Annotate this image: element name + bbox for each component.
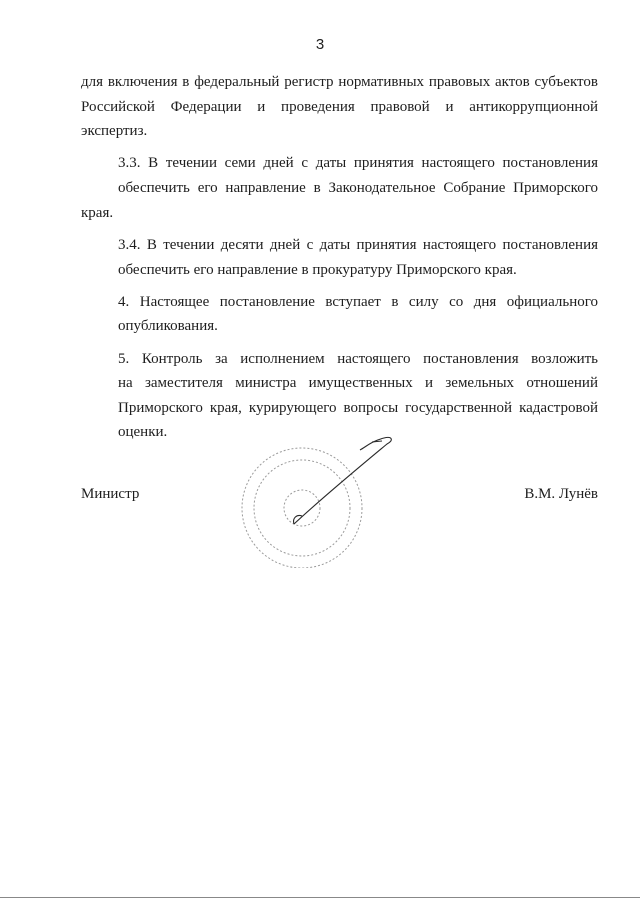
text-line: для включения в федеральный регистр нормативных правовых актов субъектов: [81, 74, 598, 90]
paragraph-4: [81, 290, 598, 339]
text-line: 3.4. В течении десяти дней с даты принятия настоящего постановления: [118, 236, 598, 253]
text-line: Приморского края, курирующего вопросы государственной кадастровой: [118, 399, 598, 416]
paragraph-3-3: [81, 151, 598, 225]
text-line: Российской Федерации и проведения правовой и антикоррупционной: [81, 98, 598, 115]
text-line: обеспечить его направление в Законодательное Собрание Приморского края.: [81, 180, 598, 221]
text-line: экспертиз.: [81, 123, 148, 140]
document-body: [81, 70, 598, 453]
paragraph-1: [81, 70, 598, 144]
text-line: 5. Контроль за исполнением настоящего постановления возложить: [118, 350, 598, 367]
page-number: 3: [315, 36, 325, 53]
signature-icon: [294, 437, 392, 524]
text-line: 4. Настоящее постановление вступает в силу со дня официального: [118, 293, 598, 310]
text-line: опубликования.: [118, 318, 218, 335]
signatory-title: Министр: [81, 486, 140, 502]
bottom-margin-line: [0, 897, 640, 898]
text-line: 3.3. В течении семи дней с даты принятия настоящего постановления: [118, 155, 598, 172]
stamp-signature-graphic: [222, 428, 402, 568]
text-line: обеспечить его направление в прокуратуру Приморского края.: [118, 261, 517, 278]
text-line: оценки.: [118, 424, 168, 441]
seal-icon: [242, 448, 362, 568]
text-line: на заместителя министра имущественных и земельных отношений: [118, 375, 598, 392]
official-stamp-with-signature: [222, 428, 402, 573]
paragraph-3-4: [81, 233, 598, 282]
signatory-name: В.М. Лунёв: [524, 486, 598, 502]
